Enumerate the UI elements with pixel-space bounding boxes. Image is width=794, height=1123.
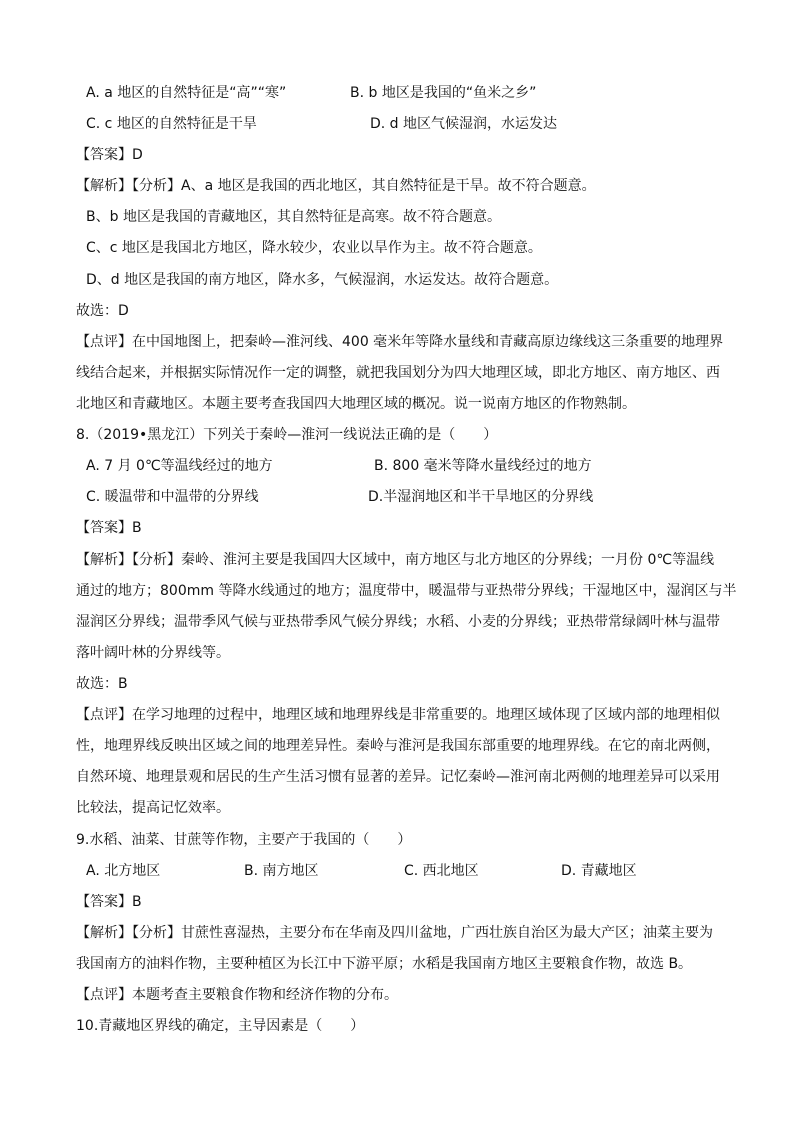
q8-comment-line: 自然环境、地理景观和居民的生产生活习惯有显著的差异。记忆秦岭—淮河南北两侧的地理差异可以采用 [76, 769, 720, 785]
q7-option-a: A. a 地区的自然特征是“高”“寒” [86, 85, 287, 101]
q8-stem: 8.（2019•黑龙江）下列关于秦岭—淮河一线说法正确的是（ ） [76, 427, 498, 443]
q7-comment-line: 线结合起来，并根据实际情况作一定的调整，就把我国划分为四大地理区域，即北方地区、南方地区、西 [76, 365, 720, 381]
q9-stem: 9.水稻、油菜、甘蔗等作物，主要产于我国的（ ） [76, 832, 412, 848]
q8-option-b: B. 800 毫米等降水量线经过的地方 [374, 458, 592, 474]
q8-option-d: D.半湿润地区和半干旱地区的分界线 [368, 489, 594, 505]
q7-analysis-line: D、d 地区是我国的南方地区，降水多，气候湿润，水运发达。故符合题意。 [86, 272, 559, 288]
q7-choice: 故选：D [76, 303, 129, 319]
q7-option-d: D. d 地区气候湿润，水运发达 [370, 116, 558, 132]
q7-option-b: B. b 地区是我国的“鱼米之乡” [350, 85, 537, 101]
q9-option-a: A. 北方地区 [86, 863, 161, 879]
q7-option-c: C. c 地区的自然特征是干旱 [86, 116, 257, 132]
q9-answer: 【答案】B [76, 894, 142, 910]
q7-answer: 【答案】D [76, 147, 143, 163]
q8-answer: 【答案】B [76, 520, 142, 536]
q8-analysis-line: 通过的地方；800mm 等降水线通过的地方；温度带中，暖温带与亚热带分界线；干湿地区中，湿润区与半 [76, 583, 737, 599]
q8-analysis-line: 【解析】【分析】秦岭、淮河主要是我国四大区域中，南方地区与北方地区的分界线；一月份 0℃等温线 [76, 552, 715, 568]
q7-comment-line: 【点评】在中国地图上，把秦岭—淮河线、400 毫米年等降水量线和青藏高原边缘线这三条重要的地理界 [76, 334, 724, 350]
q8-comment-line: 【点评】在学习地理的过程中，地理区域和地理界线是非常重要的。地理区域体现了区域内部的地理相似 [76, 707, 720, 723]
q9-analysis-line: 【解析】【分析】甘蔗性喜湿热，主要分布在华南及四川盆地，广西壮族自治区为最大产区；油菜主要为 [76, 925, 713, 941]
q9-option-b: B. 南方地区 [244, 863, 319, 879]
q8-option-c: C. 暖温带和中温带的分界线 [86, 489, 259, 505]
q7-comment-line: 北地区和青藏地区。本题主要考查我国四大地理区域的概况。说一说南方地区的作物熟制。 [76, 396, 636, 412]
q8-choice: 故选：B [76, 676, 128, 692]
q7-analysis-line: C、c 地区是我国北方地区，降水较少，农业以旱作为主。故不符合题意。 [86, 240, 542, 256]
q9-comment-line: 【点评】本题考查主要粮食作物和经济作物的分布。 [76, 987, 398, 1003]
q8-comment-line: 比较法，提高记忆效率。 [76, 800, 230, 816]
q7-analysis-line: B、b 地区是我国的青藏地区，其自然特征是高寒。故不符合题意。 [86, 209, 501, 225]
q8-comment-line: 性，地理界线反映出区域之间的地理差异性。秦岭与淮河是我国东部重要的地理界线。在它的南北两侧， [76, 738, 720, 754]
q7-analysis-line: 【解析】【分析】A、a 地区是我国的西北地区，其自然特征是干旱。故不符合题意。 [76, 178, 596, 194]
q9-option-c: C. 西北地区 [404, 863, 479, 879]
q9-analysis-line: 我国南方的油料作物，主要种植区为长江中下游平原；水稻是我国南方地区主要粮食作物，故选 B。 [76, 956, 693, 972]
q8-analysis-line: 落叶阔叶林的分界线等。 [76, 645, 230, 661]
q8-option-a: A. 7 月 0℃等温线经过的地方 [86, 458, 273, 474]
q8-analysis-line: 湿润区分界线；温带季风气候与亚热带季风气候分界线；水稻、小麦的分界线；亚热带常绿阔叶林与温带 [76, 614, 720, 630]
q10-stem: 10.青藏地区界线的确定，主导因素是（ ） [76, 1018, 365, 1034]
q9-option-d: D. 青藏地区 [561, 863, 637, 879]
